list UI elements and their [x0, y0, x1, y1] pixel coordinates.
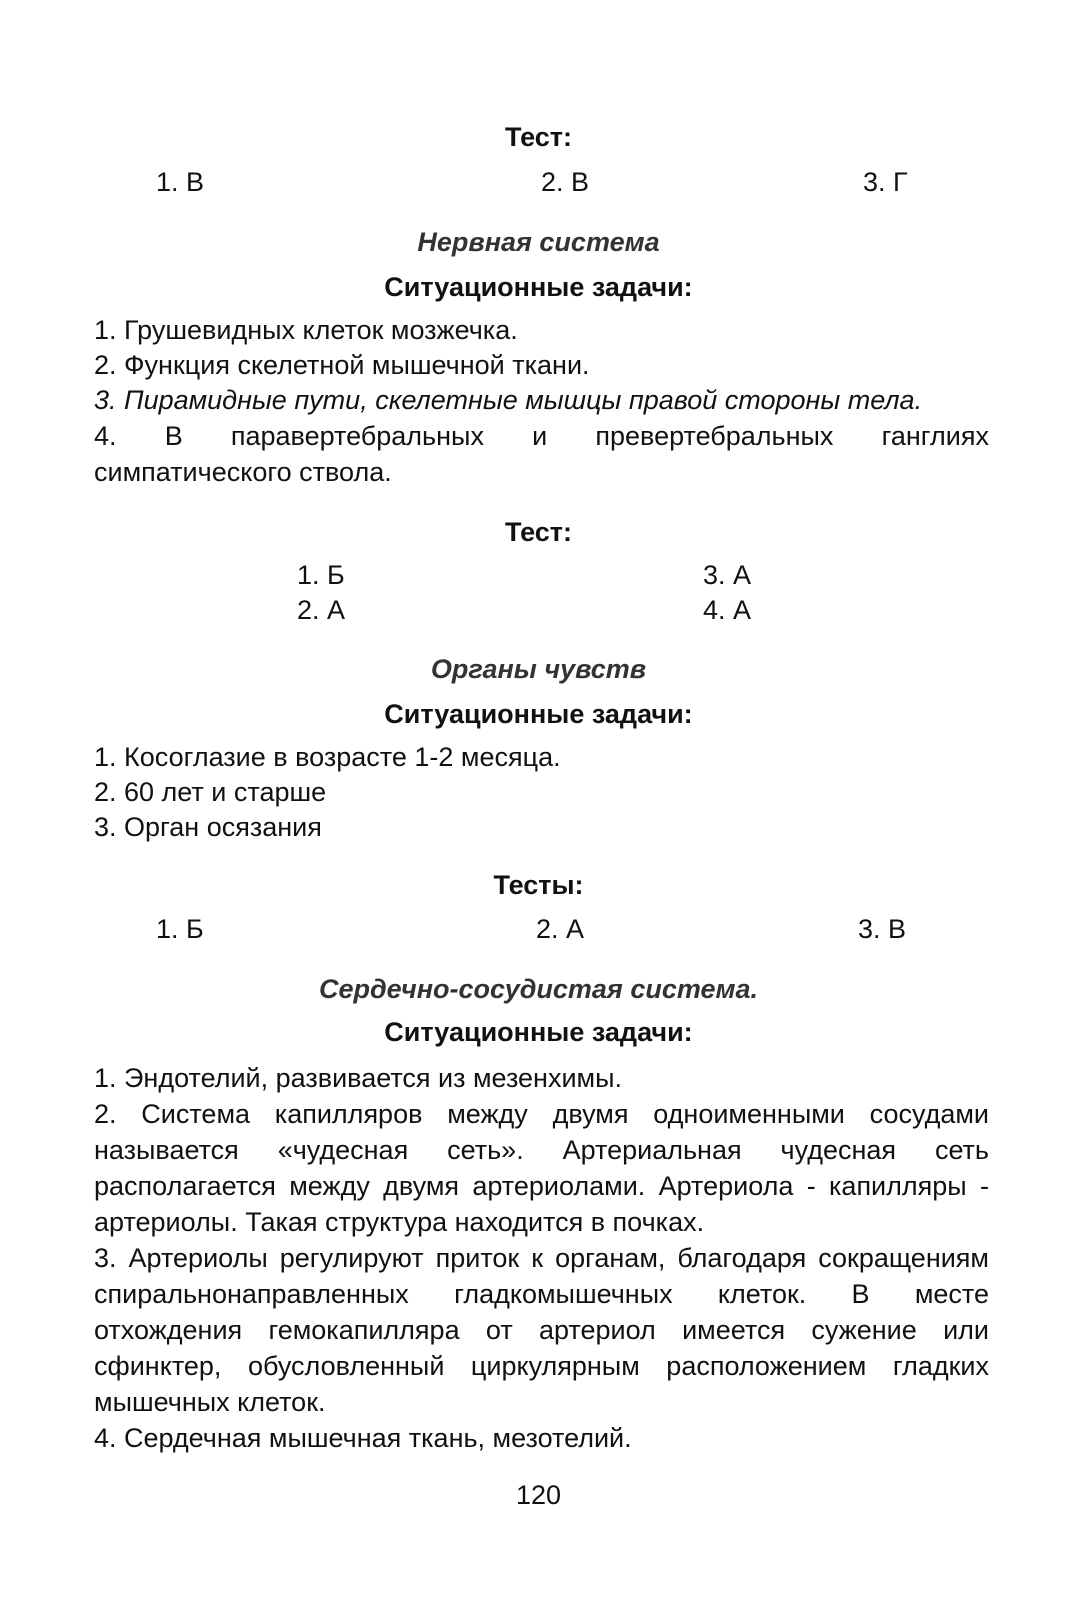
- test-answer: 1. В: [156, 167, 205, 197]
- test-answer: 1. Б: [156, 914, 204, 944]
- section-subheading: Ситуационные задачи:: [384, 272, 693, 302]
- list-item: 2. Функция скелетной мышечной ткани.: [94, 350, 590, 380]
- section-heading: Сердечно-сосудистая система.: [318, 974, 759, 1004]
- test-title: Тест:: [504, 122, 573, 152]
- list-item: 4. Сердечная мышечная ткань, мезотелий.: [94, 1423, 632, 1453]
- section-heading: Органы чувств: [430, 654, 647, 684]
- list-item: 2. Система капилляров между двумя одноименными сосудами называется «чудесная сеть». Артериальная чудесная сеть располагается между двумя артериолами. Артериола - капилляры - артериолы. Такая структура находится в почках.: [94, 1099, 989, 1237]
- test-answer: 3. А: [703, 560, 752, 590]
- test-answer: 2. В: [541, 167, 590, 197]
- section-subheading: Ситуационные задачи:: [384, 1017, 693, 1047]
- list-item: 1. Косоглазие в возрасте 1-2 месяца.: [94, 742, 561, 772]
- list-item: 4. В паравертебральных и превертебральных ганглиях симпатического ствола.: [94, 421, 989, 487]
- section-subheading: Ситуационные задачи:: [384, 699, 693, 729]
- list-item: 2. 60 лет и старше: [94, 777, 327, 807]
- list-item: 3. Артериолы регулируют приток к органам, благодаря сокращениям спиральнонаправленных гладкомышечных клеток. В месте отхождения гемокапилляра от артериол имеется сужение или сфинктер, обусловленный циркулярным расположением гладких мышечных клеток.: [94, 1243, 989, 1417]
- test-answer: 1. Б: [297, 560, 345, 590]
- list-item: 3. Пирамидные пути, скелетные мышцы правой стороны тела.: [94, 385, 923, 415]
- list-item: 1. Эндотелий, развивается из мезенхимы.: [94, 1063, 623, 1093]
- list-item: 3. Орган осязания: [94, 812, 322, 842]
- test-title: Тест:: [504, 517, 573, 547]
- page-number: 120: [515, 1480, 562, 1510]
- test-answer: 3. Г: [863, 167, 908, 197]
- test-answer: 3. В: [858, 914, 907, 944]
- section-heading: Нервная система: [417, 227, 660, 257]
- test-answer: 2. А: [536, 914, 585, 944]
- test-answer: 2. А: [297, 595, 346, 625]
- test-answer: 4. А: [703, 595, 752, 625]
- test-title: Тесты:: [493, 870, 584, 900]
- list-item: 1. Грушевидных клеток мозжечка.: [94, 315, 518, 345]
